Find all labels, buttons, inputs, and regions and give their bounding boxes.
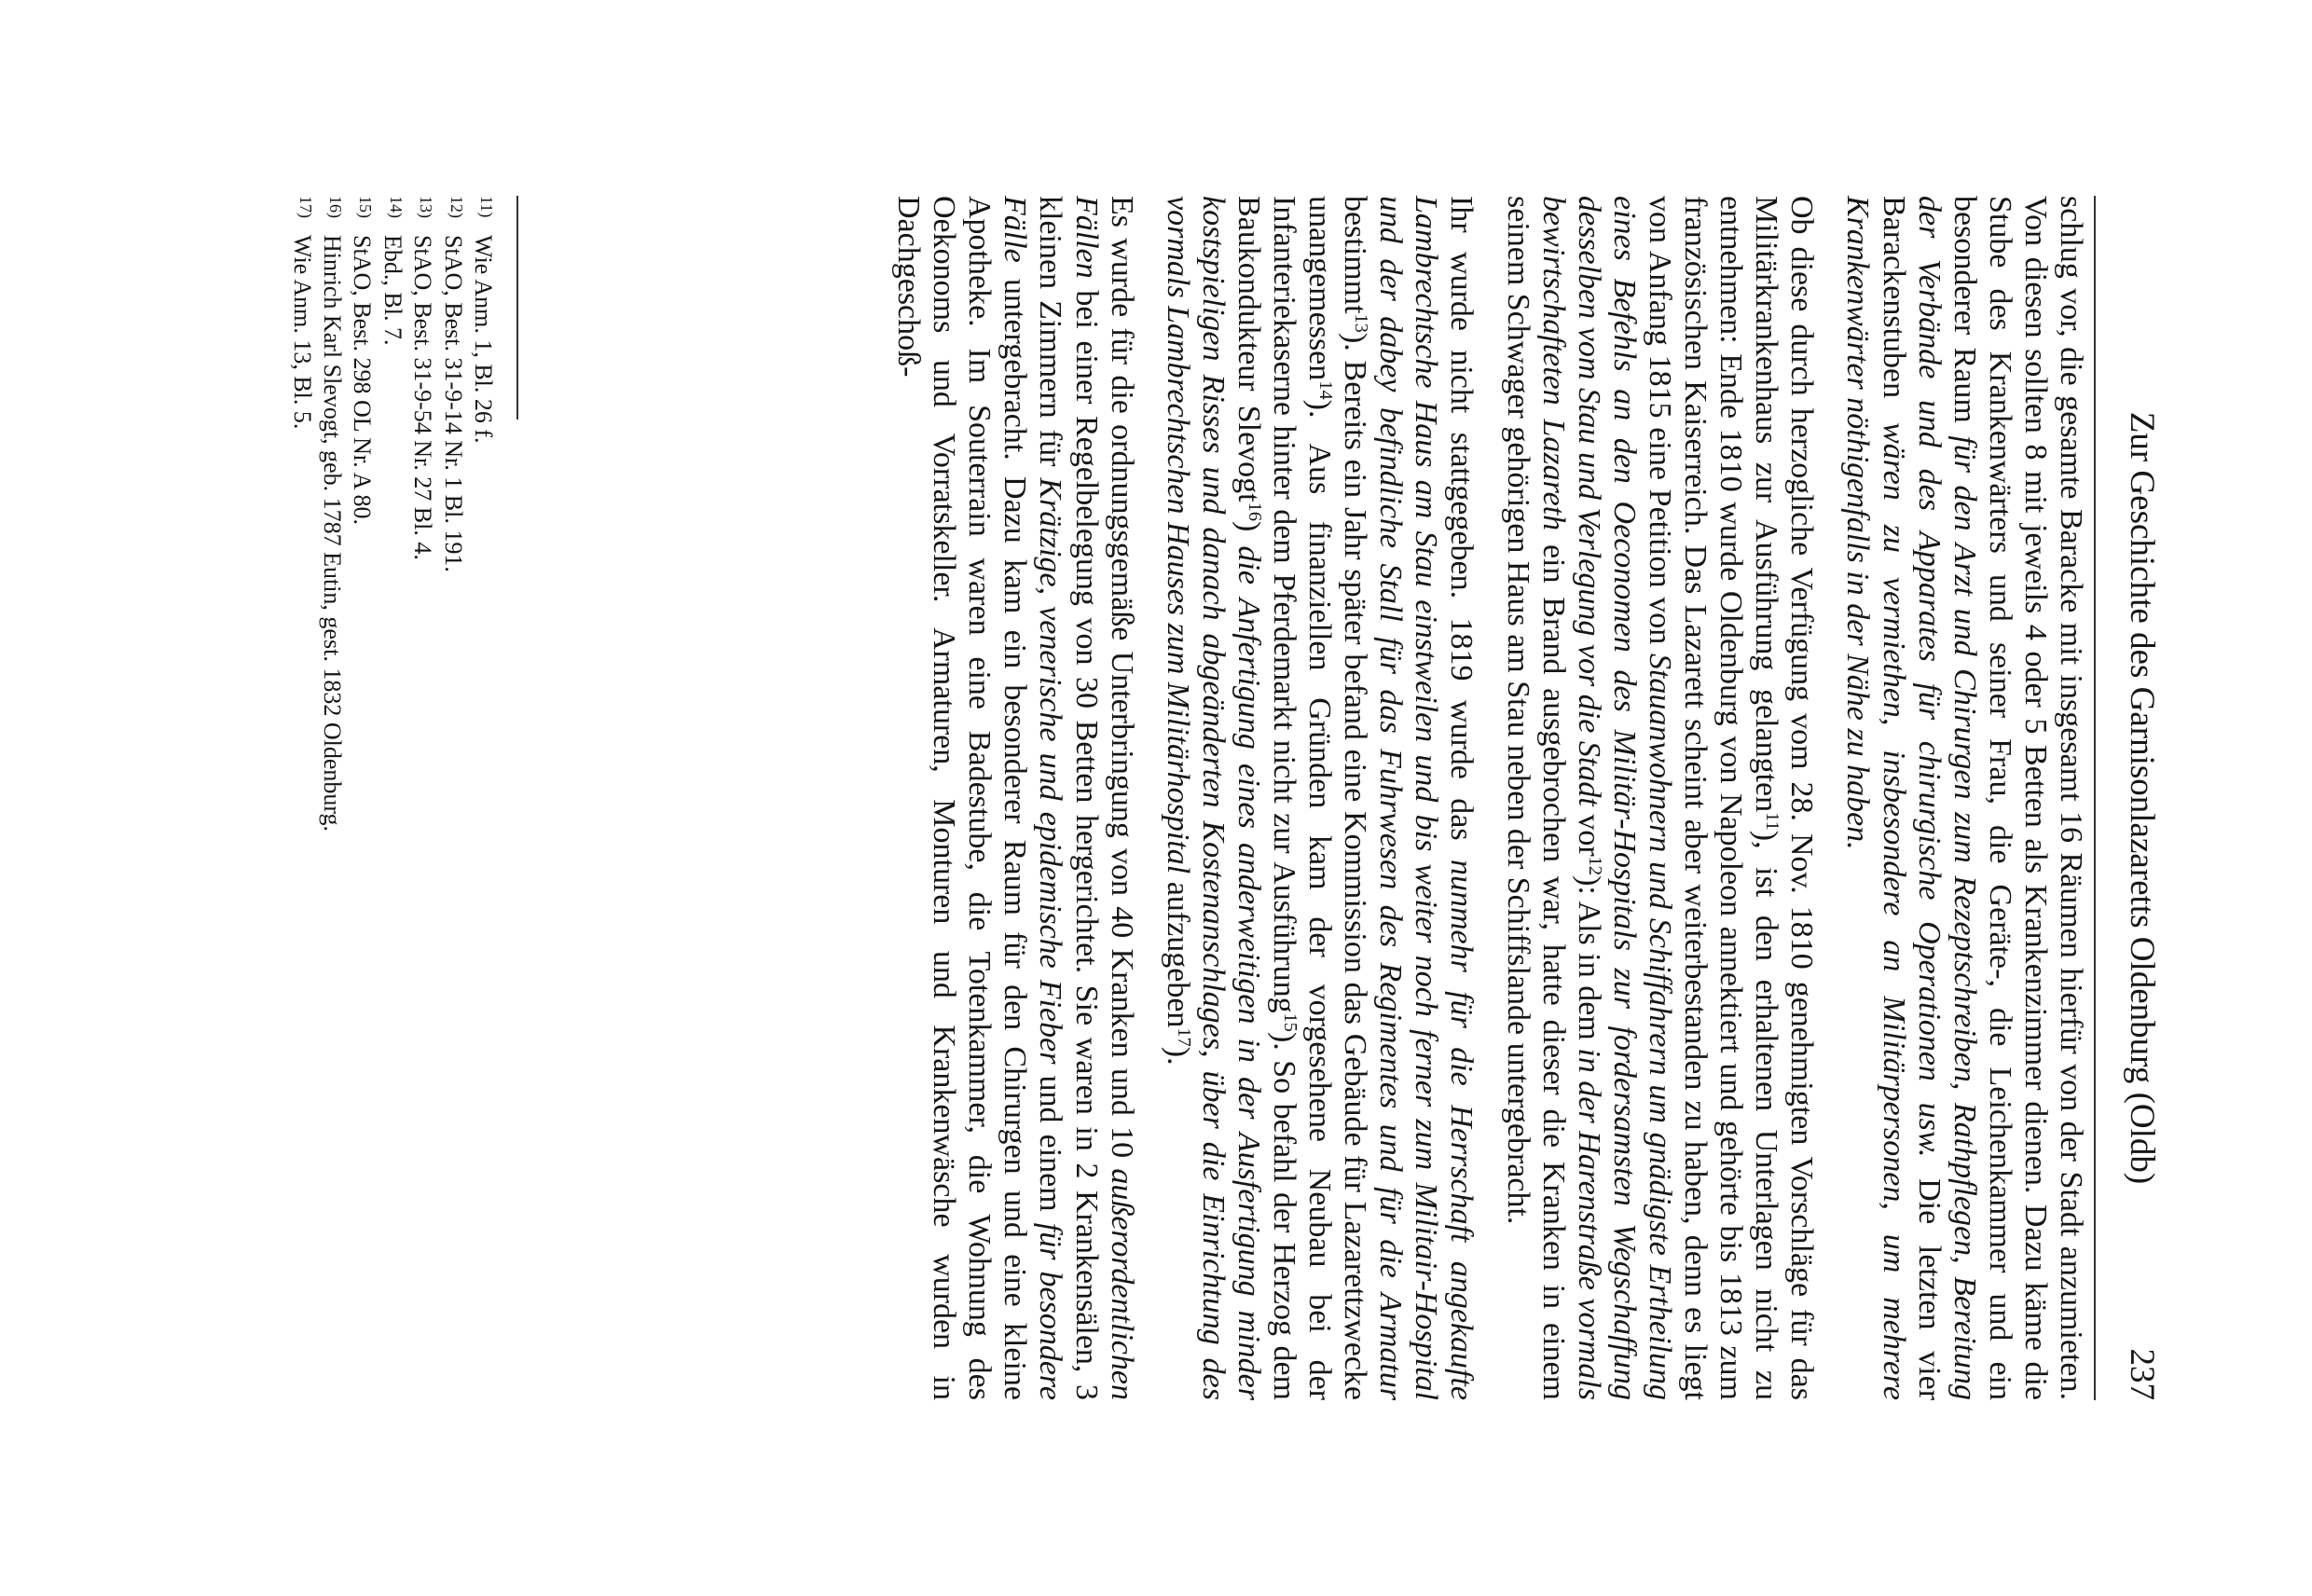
footnote-rule: [516, 196, 518, 420]
footnote-reference: 13: [1351, 313, 1372, 333]
footnote-reference: 14: [1315, 380, 1337, 400]
footnote-number: 13): [417, 196, 436, 218]
footnote: [349, 196, 378, 1400]
text-run: und einem: [1033, 1064, 1068, 1223]
text-run: schlug vor, die gesamte Baracke mit insgesamt 16 Räumen hierfür von der Stadt anzumieten. Von diesen sollten 8 mit jeweils 4 oder 5 Betten als Krankenzimmer dienen. Dazu käme die Stube des Krankenwärters und seiner Frau, die Geräte-, die Leichenkammer und ein besonderer Raum: [1947, 196, 2088, 1400]
text-run: Ob diese durch herzogliche Verfügung vom 28. Nov. 1810 genehmigten Vorschläge für das Militärkrankenhaus zur Ausführung gelangten: [1749, 196, 1820, 1400]
footnote-text: StAO, Best. 298 OL Nr. A 80.: [349, 235, 377, 526]
running-header: [2116, 196, 2167, 1400]
paragraph: [890, 196, 1139, 1400]
text-run: ). So befahl der Herzog dem Baukondukteur Slevogt: [1231, 196, 1302, 1400]
text-run: Ihr wurde nicht stattgegeben. 1819 wurde das: [1444, 196, 1479, 860]
text-run: Es wurde für die ordnungsgemäße Unterbringung von 40 Kranken und 10: [1104, 196, 1139, 1169]
italic-quote: die Anfertigung eines anderweitigen in der Ausfertigung minder kostspieligen Risses und danach abgeänderten Kostenanschlages, über die Einrichtung des vormals Lambrechtschen Hauses zum Militärhospital: [1160, 196, 1266, 1400]
paragraph: [1500, 196, 1820, 1400]
footnote-reference: 16: [1245, 502, 1266, 522]
footnote-reference: 15: [1280, 1012, 1301, 1032]
text-run: aufzugeben: [1160, 874, 1195, 1028]
text-run: untergebracht. Dazu kam ein besonderer Raum für den Chirurgen und eine kleine Apotheke. Im Souterrain waren eine Badestube, die Totenkammer, die Wohnung des Oekonoms und Vorratskeller. Armaturen, Monturen und Krankenwäsche wurden in Dachgeschoß-: [891, 196, 1033, 1400]
footnote-text: Wie Anm. 13, Bl. 5.: [288, 235, 316, 430]
body-text: [870, 196, 2088, 1400]
footnote-text: Hinrich Karl Slevogt, geb. 1787 Eutin, gest. 1832 Oldenburg.: [318, 235, 346, 832]
italic-quote: wären zu vermiethen, insbesondere an Militärpersonen, um mehrere Krankenwärter nöthigenfalls in der Nähe zu haben.: [1840, 196, 1911, 1400]
italic-quote: in der Harenstraße vormals bewirtschafteten Lazareth: [1535, 196, 1606, 1401]
footnote: [288, 196, 318, 1400]
footnote-number: 12): [447, 196, 466, 218]
italic-quote: für besondere Fälle: [998, 196, 1068, 1400]
italic-quote: für den Arzt und Chirurgen zum Rezeptschreiben, Rathpflegen, Bereitung der Verbände und des Apparates für chirurgische Operationen usw.: [1911, 196, 1982, 1400]
text-run: Die letzten vier Barackenstuben: [1876, 196, 1947, 1401]
paragraph: [1839, 196, 2088, 1400]
footnote-number: 14): [386, 196, 406, 218]
text-run: ein Brand ausgebrochen war, hatte dieser die Kranken in einem seinem Schwager gehörigen Haus am Stau neben der Schiffslande untergebracht.: [1500, 196, 1571, 1400]
italic-quote: Krätzige, venerische und epidemische Fieber: [1033, 477, 1068, 1065]
footnote-reference: 17: [1173, 1027, 1194, 1047]
footnote-number: 16): [325, 196, 345, 218]
footnote-text: StAO, Best. 31-9-54 Nr. 27 Bl. 4.: [409, 235, 437, 560]
footnote: [470, 196, 500, 1400]
running-title: Zur Geschichte des Garnisonlazaretts Oldenburg (Oldb): [2123, 411, 2161, 1185]
footnote-text: Ebd., Bl. 7.: [378, 235, 406, 346]
text-run: bei einer Regelbelegung von 30 Betten hergerichtet. Sie waren in 2 Krankensälen, 3 kleinen Zimmern für: [1033, 196, 1104, 1400]
italic-quote: nunmehr für die Herrschaft angekaufte Lambrechtsche Haus am Stau einstweilen und bis weiter noch ferner zum Militair-Hospital und der dabey befindliche Stall für das Fuhrwesen des Regimentes und für die Armatur: [1373, 196, 1479, 1401]
page-number: 237: [2123, 1348, 2161, 1400]
header-rule: [2094, 196, 2096, 1400]
footnote-number: 17): [296, 196, 315, 218]
italic-quote: außerordentlichen Fällen: [1068, 196, 1139, 1400]
footnote: [409, 196, 439, 1400]
footnote: [319, 196, 349, 1400]
footnote: [378, 196, 408, 1400]
footnote-text: StAO, Best. 31-9-14 Nr. 1 Bl. 191.: [439, 235, 467, 572]
text-run: ): [1231, 521, 1266, 546]
text-run: ). Aus finanziellen Gründen kam der vorgesehene Neubau bei der Infanteriekaserne hinter dem Pferdemarkt nicht zur Ausführung: [1267, 196, 1338, 1400]
footnote-text: Wie Anm. 1, Bl. 26 f.: [470, 235, 497, 444]
footnote-reference: 12: [1585, 856, 1605, 876]
text-run: ). Bereits ein Jahr später befand eine Kommission das Gebäude für Lazarettzwecke unangemessen: [1302, 196, 1373, 1400]
text-run: bestimmt: [1338, 196, 1373, 314]
footnote-reference: 11: [1762, 812, 1783, 831]
text-run: ): Als in dem: [1571, 875, 1606, 1049]
paragraph: [1160, 196, 1479, 1400]
text-run: vor: [1571, 805, 1606, 857]
footnote-number: 11): [477, 196, 496, 218]
footnote: [439, 196, 469, 1400]
text-run: ).: [1160, 1046, 1195, 1066]
footnotes: [288, 196, 500, 1400]
italic-quote: Stauanwohnern und Schiffahrern um gnädigste Ertheilung eines Befehls an den Oeconomen des Militär-Hospitals zur fordersamsten Wegschaffung desselben vom Stau und Verlegung vor die Stadt: [1571, 196, 1677, 1400]
footnote-number: 15): [356, 196, 376, 218]
text-run: ), ist den erhaltenen Unterlagen nicht zu entnehmen: Ende 1810 wurde Oldenburg von Napoleon annektiert und gehörte bis 1813 zum französischen Kaiserreich. Das Lazarett scheint aber weiterbestanden zu haben, denn es liegt von Anfang 1815 eine Petition von: [1642, 196, 1784, 1401]
